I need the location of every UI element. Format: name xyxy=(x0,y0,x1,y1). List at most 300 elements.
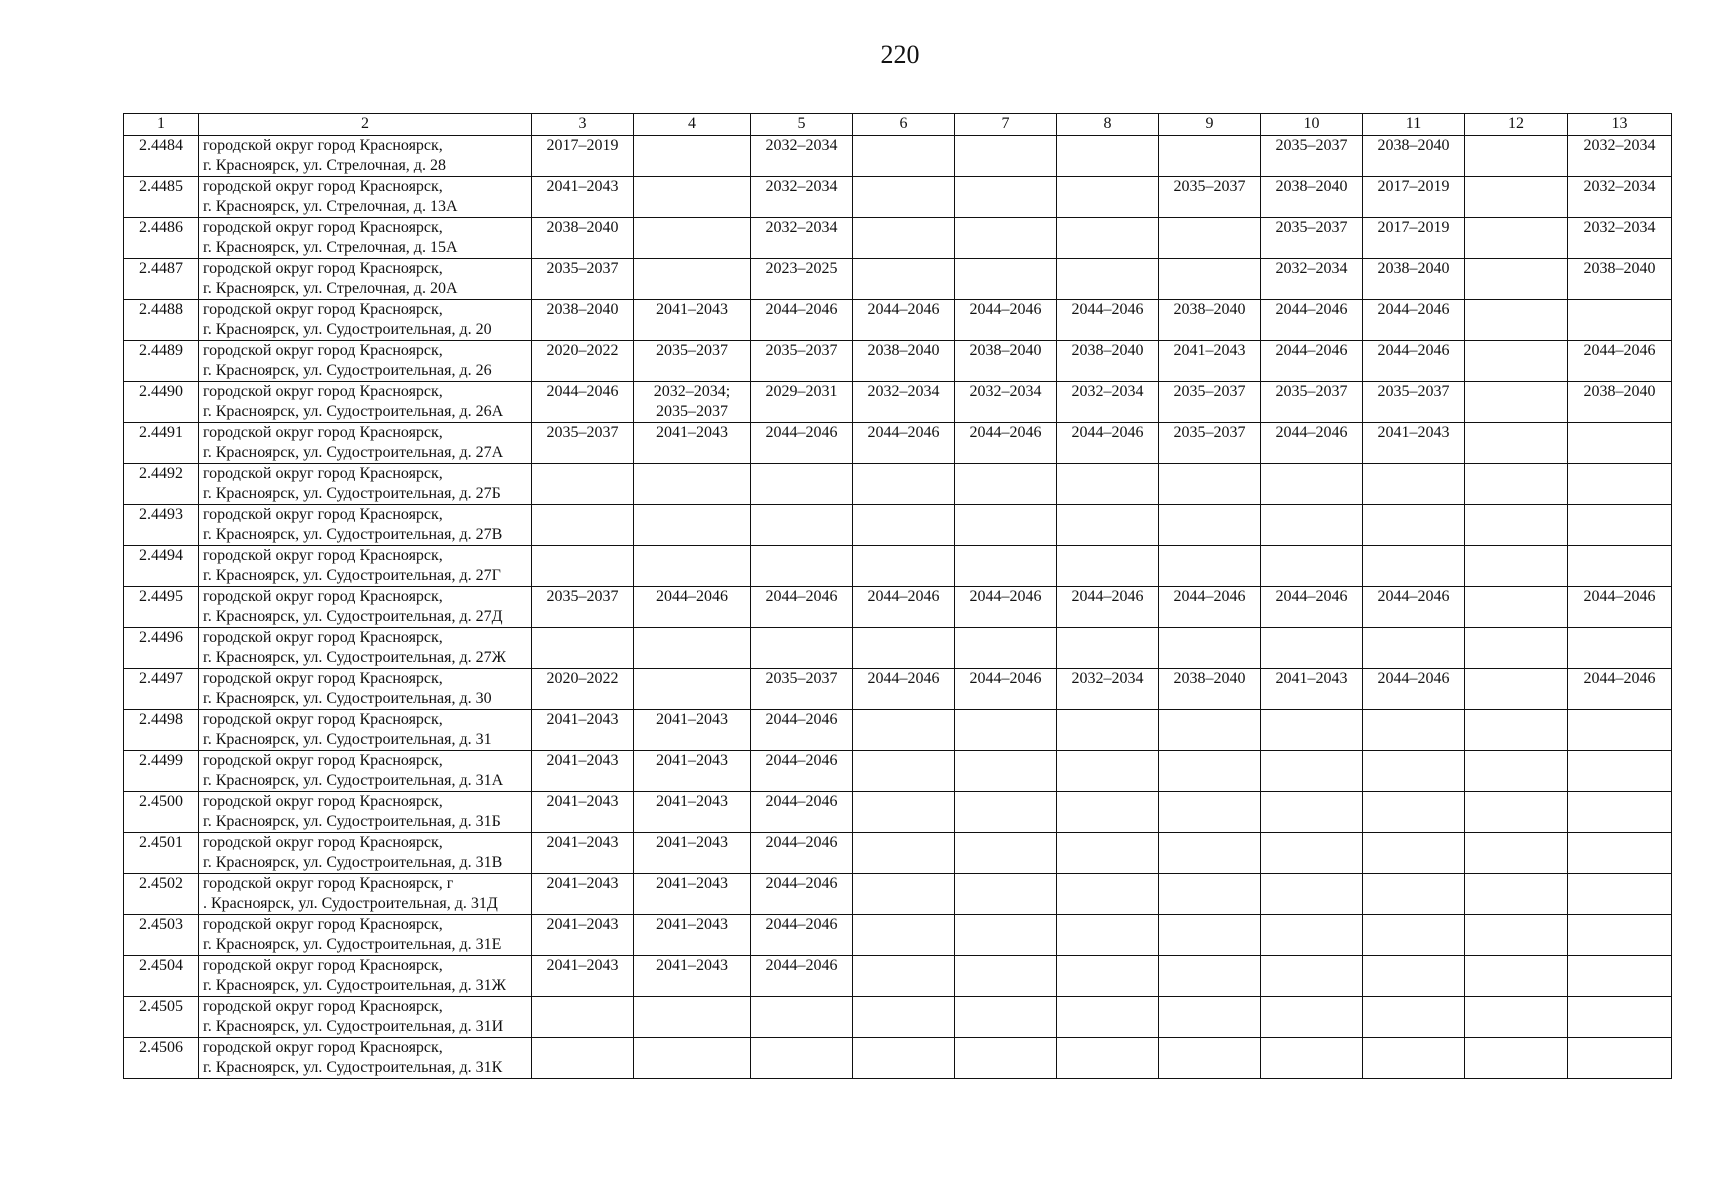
period-cell xyxy=(1363,628,1465,669)
period-cell xyxy=(955,218,1057,259)
address-line: городской округ город Красноярск, г xyxy=(203,875,454,892)
address-line: городской округ город Красноярск, xyxy=(203,506,443,523)
period-cell: 2035–2037 xyxy=(532,259,634,300)
period-cell xyxy=(1159,792,1261,833)
column-number-header: 3 xyxy=(532,114,634,136)
address-cell xyxy=(199,341,532,382)
period-cell xyxy=(1057,915,1159,956)
period-cell xyxy=(1057,546,1159,587)
period-cell: 2038–2040 xyxy=(1363,136,1465,177)
period-cell xyxy=(1159,546,1261,587)
period-cell: 2044–2046 xyxy=(1568,341,1672,382)
period-cell xyxy=(1261,915,1363,956)
row-number-cell: 2.4495 xyxy=(124,587,199,628)
period-cell: 2035–2037 xyxy=(1363,382,1465,423)
period-cell: 2041–2043 xyxy=(532,792,634,833)
period-cell xyxy=(634,546,751,587)
period-cell: 2041–2043 xyxy=(634,751,751,792)
period-cell xyxy=(853,956,955,997)
period-cell xyxy=(751,464,853,505)
address-cell xyxy=(199,669,532,710)
address-cell xyxy=(199,833,532,874)
period-cell xyxy=(1465,177,1568,218)
column-number-header: 7 xyxy=(955,114,1057,136)
address-line: г. Красноярск, ул. Стрелочная, д. 20А xyxy=(203,280,458,297)
period-cell: 2038–2040 xyxy=(532,300,634,341)
address-line: городской округ город Красноярск, xyxy=(203,178,443,195)
period-cell: 2041–2043 xyxy=(532,710,634,751)
period-cell xyxy=(1363,710,1465,751)
period-cell: 2044–2046 xyxy=(1568,587,1672,628)
row-number-cell: 2.4496 xyxy=(124,628,199,669)
table-body xyxy=(124,136,1672,1079)
period-cell xyxy=(853,628,955,669)
address-line: г. Красноярск, ул. Судостроительная, д. 20 xyxy=(203,321,492,338)
period-cell xyxy=(955,874,1057,915)
period-cell xyxy=(1465,505,1568,546)
period-cell: 2041–2043 xyxy=(532,177,634,218)
period-cell: 2044–2046 xyxy=(853,300,955,341)
period-cell: 2035–2037 xyxy=(751,669,853,710)
address-cell xyxy=(199,628,532,669)
period-cell xyxy=(1465,341,1568,382)
period-cell xyxy=(1159,628,1261,669)
period-cell xyxy=(1465,259,1568,300)
row-number-cell: 2.4506 xyxy=(124,1038,199,1079)
period-cell: 2038–2040 xyxy=(1057,341,1159,382)
address-line: г. Красноярск, ул. Стрелочная, д. 15А xyxy=(203,239,458,256)
row-number-cell: 2.4493 xyxy=(124,505,199,546)
address-line: городской округ город Красноярск, xyxy=(203,301,443,318)
column-number-header: 1 xyxy=(124,114,199,136)
row-number-cell: 2.4491 xyxy=(124,423,199,464)
column-number-header: 9 xyxy=(1159,114,1261,136)
period-cell: 2044–2046 xyxy=(751,792,853,833)
row-number-cell: 2.4492 xyxy=(124,464,199,505)
table-row xyxy=(124,792,1672,833)
address-line: городской округ город Красноярск, xyxy=(203,1039,443,1056)
period-cell xyxy=(1159,259,1261,300)
period-cell xyxy=(634,382,751,423)
period-cell xyxy=(1159,915,1261,956)
period-cell: 2035–2037 xyxy=(1261,136,1363,177)
period-cell xyxy=(853,1038,955,1079)
row-number-cell: 2.4500 xyxy=(124,792,199,833)
period-cell xyxy=(1261,956,1363,997)
address-line: г. Красноярск, ул. Судостроительная, д. 27Ж xyxy=(203,649,506,666)
period-cell xyxy=(1363,505,1465,546)
period-cell: 2032–2034 xyxy=(955,382,1057,423)
period-cell: 2044–2046 xyxy=(1057,587,1159,628)
period-cell xyxy=(955,997,1057,1038)
table-row xyxy=(124,833,1672,874)
address-line: г. Красноярск, ул. Судостроительная, д. 31Б xyxy=(203,813,501,830)
period-cell: 2035–2037 xyxy=(1159,423,1261,464)
period-cell xyxy=(751,997,853,1038)
period-cell: 2029–2031 xyxy=(751,382,853,423)
column-number-header: 10 xyxy=(1261,114,1363,136)
period-cell: 2035–2037 xyxy=(1159,382,1261,423)
period-cell xyxy=(1057,505,1159,546)
period-cell xyxy=(1465,546,1568,587)
period-cell: 2038–2040 xyxy=(955,341,1057,382)
row-number-cell: 2.4497 xyxy=(124,669,199,710)
period-cell: 2044–2046 xyxy=(1363,341,1465,382)
period-cell: 2038–2040 xyxy=(1363,259,1465,300)
period-cell xyxy=(1057,997,1159,1038)
period-cell: 2044–2046 xyxy=(955,300,1057,341)
period-cell: 2020–2022 xyxy=(532,669,634,710)
period-cell: 2017–2019 xyxy=(1363,218,1465,259)
period-cell xyxy=(1261,628,1363,669)
period-cell xyxy=(853,259,955,300)
address-line: городской округ город Красноярск, xyxy=(203,342,443,359)
period-cell xyxy=(1465,628,1568,669)
period-cell xyxy=(853,546,955,587)
period-cell: 2032–2034 xyxy=(1057,669,1159,710)
period-cell xyxy=(1568,874,1672,915)
period-cell: 2035–2037 xyxy=(1159,177,1261,218)
table-row xyxy=(124,628,1672,669)
period-cell xyxy=(1465,423,1568,464)
period-cell xyxy=(853,177,955,218)
address-cell xyxy=(199,710,532,751)
address-cell xyxy=(199,587,532,628)
address-line: городской округ город Красноярск, xyxy=(203,260,443,277)
period-cell xyxy=(853,464,955,505)
address-cell xyxy=(199,218,532,259)
period-cell xyxy=(1465,997,1568,1038)
period-cell: 2035–2037 xyxy=(634,341,751,382)
period-cell xyxy=(1159,997,1261,1038)
period-cell xyxy=(1261,751,1363,792)
address-line: городской округ город Красноярск, xyxy=(203,793,443,810)
period-cell xyxy=(1057,874,1159,915)
address-line: г. Красноярск, ул. Судостроительная, д. 26А xyxy=(203,403,504,420)
address-line: г. Красноярск, ул. Стрелочная, д. 13А xyxy=(203,198,458,215)
period-cell xyxy=(1159,833,1261,874)
address-cell xyxy=(199,751,532,792)
period-cell xyxy=(1465,792,1568,833)
period-cell: 2044–2046 xyxy=(751,423,853,464)
address-cell xyxy=(199,300,532,341)
period-cell xyxy=(532,628,634,669)
period-cell: 2038–2040 xyxy=(1261,177,1363,218)
period-cell xyxy=(1568,1038,1672,1079)
period-cell: 2044–2046 xyxy=(634,587,751,628)
table-row xyxy=(124,874,1672,915)
period-cell: 2044–2046 xyxy=(751,300,853,341)
column-number-header: 5 xyxy=(751,114,853,136)
period-cell: 2041–2043 xyxy=(634,956,751,997)
column-number-row xyxy=(124,114,1672,136)
period-cell xyxy=(955,710,1057,751)
period-cell xyxy=(751,546,853,587)
period-cell xyxy=(634,997,751,1038)
period-cell: 2038–2040 xyxy=(1159,669,1261,710)
address-cell xyxy=(199,505,532,546)
period-cell: 2041–2043 xyxy=(634,915,751,956)
period-cell xyxy=(1057,628,1159,669)
period-cell: 2038–2040 xyxy=(1568,259,1672,300)
row-number-cell: 2.4484 xyxy=(124,136,199,177)
period-cell xyxy=(1363,792,1465,833)
period-cell xyxy=(1465,1038,1568,1079)
period-cell: 2044–2046 xyxy=(955,669,1057,710)
period-cell: 2044–2046 xyxy=(1363,300,1465,341)
period-cell xyxy=(751,1038,853,1079)
address-line: г. Красноярск, ул. Судостроительная, д. 31И xyxy=(203,1018,504,1035)
period-cell xyxy=(1057,136,1159,177)
period-cell xyxy=(853,505,955,546)
period-cell xyxy=(1465,956,1568,997)
period-line: 2035–2037 xyxy=(656,403,728,420)
period-cell: 2035–2037 xyxy=(532,423,634,464)
address-line: . Красноярск, ул. Судостроительная, д. 31Д xyxy=(203,895,498,912)
period-cell xyxy=(1465,218,1568,259)
address-cell xyxy=(199,874,532,915)
period-cell: 2044–2046 xyxy=(1261,423,1363,464)
period-cell xyxy=(1568,423,1672,464)
address-line: городской округ город Красноярск, xyxy=(203,752,443,769)
period-cell xyxy=(634,505,751,546)
period-cell xyxy=(853,751,955,792)
period-cell xyxy=(1057,956,1159,997)
period-cell xyxy=(853,710,955,751)
column-number-header: 6 xyxy=(853,114,955,136)
table-row xyxy=(124,505,1672,546)
address-line: городской округ город Красноярск, xyxy=(203,711,443,728)
period-cell: 2044–2046 xyxy=(1568,669,1672,710)
column-number-header: 2 xyxy=(199,114,532,136)
period-cell xyxy=(1261,505,1363,546)
address-line: г. Красноярск, ул. Судостроительная, д. 30 xyxy=(203,690,492,707)
period-cell: 2041–2043 xyxy=(1363,423,1465,464)
period-cell: 2038–2040 xyxy=(1568,382,1672,423)
table-row xyxy=(124,669,1672,710)
address-line: г. Красноярск, ул. Стрелочная, д. 28 xyxy=(203,157,446,174)
address-cell xyxy=(199,915,532,956)
row-number-cell: 2.4499 xyxy=(124,751,199,792)
period-cell xyxy=(532,997,634,1038)
period-cell: 2035–2037 xyxy=(1261,382,1363,423)
period-cell: 2032–2034 xyxy=(853,382,955,423)
period-cell xyxy=(1363,956,1465,997)
schedule-table xyxy=(123,113,1672,1079)
period-cell: 2044–2046 xyxy=(853,669,955,710)
period-cell xyxy=(1159,874,1261,915)
period-cell xyxy=(634,259,751,300)
period-line: 2032–2034; xyxy=(653,383,731,400)
address-line: городской округ город Красноярск, xyxy=(203,998,443,1015)
page-number: 220 xyxy=(880,40,920,69)
period-cell xyxy=(1057,259,1159,300)
period-cell xyxy=(751,628,853,669)
address-cell xyxy=(199,423,532,464)
address-cell xyxy=(199,997,532,1038)
period-cell xyxy=(1057,751,1159,792)
period-cell xyxy=(1057,464,1159,505)
period-cell: 2041–2043 xyxy=(532,956,634,997)
period-cell xyxy=(1363,546,1465,587)
address-line: городской округ город Красноярск, xyxy=(203,219,443,236)
period-cell xyxy=(1465,300,1568,341)
table-row xyxy=(124,1038,1672,1079)
period-cell: 2044–2046 xyxy=(1159,587,1261,628)
period-cell: 2041–2043 xyxy=(634,833,751,874)
row-number-cell: 2.4486 xyxy=(124,218,199,259)
address-line: городской округ город Красноярск, xyxy=(203,957,443,974)
address-line: г. Красноярск, ул. Судостроительная, д. 27Д xyxy=(203,608,503,625)
period-cell xyxy=(1465,587,1568,628)
address-line: городской округ город Красноярск, xyxy=(203,670,443,687)
address-line: городской округ город Красноярск, xyxy=(203,383,443,400)
period-cell xyxy=(1261,710,1363,751)
period-cell xyxy=(1465,136,1568,177)
period-cell: 2023–2025 xyxy=(751,259,853,300)
period-cell: 2041–2043 xyxy=(1159,341,1261,382)
period-cell xyxy=(1363,464,1465,505)
period-cell xyxy=(955,956,1057,997)
period-cell xyxy=(532,546,634,587)
table-row xyxy=(124,464,1672,505)
address-line: г. Красноярск, ул. Судостроительная, д. 27Г xyxy=(203,567,501,584)
address-line: г. Красноярск, ул. Судостроительная, д. 31 xyxy=(203,731,492,748)
period-cell xyxy=(1159,136,1261,177)
period-cell xyxy=(853,218,955,259)
period-cell: 2032–2034 xyxy=(751,177,853,218)
column-number-header: 12 xyxy=(1465,114,1568,136)
period-cell xyxy=(1057,1038,1159,1079)
period-cell xyxy=(1568,751,1672,792)
period-cell: 2041–2043 xyxy=(634,874,751,915)
address-cell xyxy=(199,792,532,833)
address-line: городской округ город Красноярск, xyxy=(203,916,443,933)
period-cell xyxy=(1261,546,1363,587)
period-cell xyxy=(1568,915,1672,956)
period-cell xyxy=(1261,833,1363,874)
address-line: г. Красноярск, ул. Судостроительная, д. 27Б xyxy=(203,485,501,502)
period-cell: 2044–2046 xyxy=(751,874,853,915)
row-number-cell: 2.4504 xyxy=(124,956,199,997)
period-cell xyxy=(1159,218,1261,259)
address-line: городской округ город Красноярск, xyxy=(203,424,443,441)
column-number-header: 11 xyxy=(1363,114,1465,136)
period-cell xyxy=(1159,505,1261,546)
period-cell: 2044–2046 xyxy=(751,915,853,956)
period-cell xyxy=(1363,833,1465,874)
address-line: городской округ город Красноярск, xyxy=(203,588,443,605)
period-cell: 2044–2046 xyxy=(955,587,1057,628)
period-cell xyxy=(1057,177,1159,218)
period-cell xyxy=(1159,710,1261,751)
period-cell xyxy=(532,505,634,546)
table-row xyxy=(124,956,1672,997)
period-cell xyxy=(853,874,955,915)
period-cell: 2041–2043 xyxy=(532,833,634,874)
table-row xyxy=(124,997,1672,1038)
period-cell xyxy=(1363,874,1465,915)
period-cell: 2044–2046 xyxy=(1363,587,1465,628)
address-line: г. Красноярск, ул. Судостроительная, д. 31К xyxy=(203,1059,503,1076)
period-cell xyxy=(1568,792,1672,833)
period-cell xyxy=(1363,915,1465,956)
period-cell: 2041–2043 xyxy=(1261,669,1363,710)
period-cell: 2044–2046 xyxy=(1261,341,1363,382)
address-cell xyxy=(199,1038,532,1079)
period-cell: 2032–2034 xyxy=(1057,382,1159,423)
period-cell xyxy=(634,218,751,259)
period-cell xyxy=(634,628,751,669)
address-line: городской округ город Красноярск, xyxy=(203,834,443,851)
table-row xyxy=(124,300,1672,341)
address-line: г. Красноярск, ул. Судостроительная, д. 31А xyxy=(203,772,504,789)
period-cell xyxy=(1465,915,1568,956)
period-cell xyxy=(1159,464,1261,505)
address-cell xyxy=(199,546,532,587)
period-cell xyxy=(634,136,751,177)
period-cell: 2044–2046 xyxy=(1057,300,1159,341)
address-cell xyxy=(199,259,532,300)
row-number-cell: 2.4503 xyxy=(124,915,199,956)
period-cell xyxy=(1057,710,1159,751)
period-cell xyxy=(1568,956,1672,997)
period-cell xyxy=(1568,710,1672,751)
period-cell: 2044–2046 xyxy=(853,587,955,628)
row-number-cell: 2.4502 xyxy=(124,874,199,915)
period-cell: 2044–2046 xyxy=(751,587,853,628)
period-cell: 2032–2034 xyxy=(751,136,853,177)
period-cell xyxy=(1465,710,1568,751)
table-row xyxy=(124,177,1672,218)
period-cell: 2035–2037 xyxy=(532,587,634,628)
table-row xyxy=(124,915,1672,956)
period-cell: 2044–2046 xyxy=(1057,423,1159,464)
period-cell: 2041–2043 xyxy=(532,915,634,956)
address-line: городской округ город Красноярск, xyxy=(203,629,443,646)
table-row xyxy=(124,218,1672,259)
table-row xyxy=(124,587,1672,628)
period-cell: 2017–2019 xyxy=(532,136,634,177)
period-cell xyxy=(853,997,955,1038)
address-line: городской округ город Красноярск, xyxy=(203,137,443,154)
period-cell xyxy=(1568,628,1672,669)
period-cell xyxy=(634,177,751,218)
period-cell xyxy=(955,751,1057,792)
row-number-cell: 2.4498 xyxy=(124,710,199,751)
period-cell: 2038–2040 xyxy=(532,218,634,259)
period-cell xyxy=(1363,1038,1465,1079)
period-cell: 2017–2019 xyxy=(1363,177,1465,218)
row-number-cell: 2.4490 xyxy=(124,382,199,423)
period-cell xyxy=(853,833,955,874)
period-cell xyxy=(1465,669,1568,710)
period-cell xyxy=(853,136,955,177)
table-row xyxy=(124,382,1672,423)
period-cell xyxy=(955,1038,1057,1079)
period-cell: 2044–2046 xyxy=(1363,669,1465,710)
period-cell xyxy=(1568,833,1672,874)
period-cell xyxy=(1465,464,1568,505)
period-cell: 2044–2046 xyxy=(751,710,853,751)
address-line: г. Красноярск, ул. Судостроительная, д. 26 xyxy=(203,362,492,379)
period-cell xyxy=(1465,751,1568,792)
row-number-cell: 2.4485 xyxy=(124,177,199,218)
period-cell xyxy=(1568,997,1672,1038)
period-cell xyxy=(1568,300,1672,341)
period-cell xyxy=(1057,833,1159,874)
period-cell xyxy=(1057,218,1159,259)
